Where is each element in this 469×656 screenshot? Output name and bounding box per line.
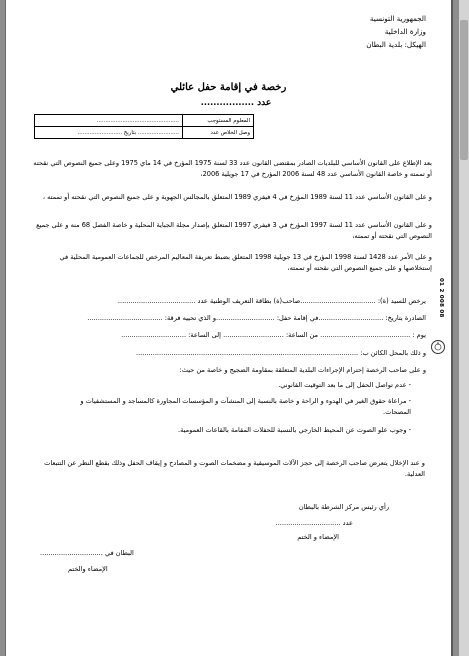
payment-reference-table xyxy=(34,114,254,139)
field-venue: و ذلك بالمحل الكائن ب: .......................................................................................................... xyxy=(135,349,426,357)
condition-item: - عدم تواصل الحفل إلى ما بعد التوقيت القانوني. xyxy=(278,381,411,389)
field-issue-date: الصادرة بتاريخ: ...............................في إقامة حفل: ............................و الذي تحييه فرقة: .................................... xyxy=(87,314,426,322)
header-block xyxy=(266,12,426,51)
fee-label: المعلوم المستوجب xyxy=(183,115,254,127)
mayor-signature: الإمضاء والختم xyxy=(68,565,108,573)
police-signature: الإمضاء و الختم xyxy=(297,533,339,541)
bullet-icon: - xyxy=(406,426,411,434)
receipt-value: ........................ بتاريخ .......................... xyxy=(35,127,183,139)
scrollbar-thumb[interactable] xyxy=(460,20,468,160)
closing-paragraph: و عند الإخلال يتعرض صاحب الرخصة إلى حجز الآلات الموسيقية و مضخمات الصوت و المصادح و إيقاف الحفل وذلك بقطع النظر عن التتبعات العدلية. xyxy=(44,459,425,479)
header-ministry: وزارة الداخلية xyxy=(384,27,426,36)
conditions-intro: و على صاحب الرخصة إحترام الإجراءات البلدية المتعلقة بمقاومة الضجيج و خاصة من حيث: xyxy=(179,366,426,374)
document-title: رخصة في إقامة حفل عائلي xyxy=(170,82,287,93)
police-opinion: رأي رئيس مركز الشرطة بالبطان xyxy=(298,503,389,511)
stamp-icon xyxy=(430,339,446,355)
mayor-date: البطان في .............................. xyxy=(40,549,134,557)
paragraph-local-tax: و على القانون الأساسي عدد 11 لسنة 1997 المؤرخ في 3 فيفري 1997 المتعلق بإصدار مجلة الجباية المحلية و خاصة الفصل 68 منه و على جميع النصوص التي نقحته أو تممته، xyxy=(36,221,432,241)
fee-value: ................................................ xyxy=(35,115,183,127)
condition-item: - مراعاة حقوق الغير في الهدوء و الراحة و خاصة بالنسبة إلى المنشآت و المؤسسات المجاورة كالمساجد و المستشفيات و المصحات. xyxy=(80,397,411,417)
header-republic: الجمهورية التونسية xyxy=(369,14,426,23)
form-code: 01 2 008 08 xyxy=(438,278,444,318)
field-grantee: يرخص للسيد (ة): ....................................صاحب(ة) بطاقة التعريف الوطنية عدد ..................................... xyxy=(117,297,426,305)
bullet-icon: - xyxy=(406,397,411,405)
table-row xyxy=(35,115,254,127)
police-number: عدد ............................... xyxy=(275,519,353,527)
condition-item: - وجوب علو الصوت عن المحيط الخارجي بالنسبة للحفلات المقامة بالقاعات العمومية. xyxy=(178,426,411,434)
paragraph-fees-decree: و على الأمر عدد 1428 لسنة 1998 المؤرخ في 13 جويلية 1998 المتعلق بضبط تعريفة المعاليم المرخص للجماعات العمومية المحلية في إستخلاصها و على جميع النصوص التي نقحته أو تممته، xyxy=(59,253,432,273)
field-day-time: يوم : ........................................... من الساعة: ............................. إلى الساعة: ............................... xyxy=(121,331,426,339)
paragraph-municipal-law: بعد الإطلاع على القانون الأساسي للبلديات الصادر بمقتضى القانون عدد 33 لسنة 1975 المؤرخ في 14 ماي 1975 وعلى جميع النصوص التي نقحته أو تممته و خاصة القانون الأساسي عدد 48 لسنة 2006 المؤرخ في 17 جويلية 2006، xyxy=(33,159,432,179)
document-number: عدد ................. xyxy=(200,98,272,108)
document-page xyxy=(6,0,451,656)
table-row xyxy=(35,127,254,139)
bullet-icon: - xyxy=(406,381,411,389)
header-municipality: الهيكل: بلدية البطان xyxy=(366,40,426,49)
paragraph-regional-councils: و على القانون الأساسي عدد 11 لسنة 1989 المؤرخ في 4 فيفري 1989 المتعلق بالمجالس الجهوية و على جميع النصوص التي نقحته أو تممته ، xyxy=(42,193,432,201)
vertical-scrollbar[interactable] xyxy=(459,0,469,656)
receipt-label: وصل الخلاص عدد xyxy=(183,127,254,139)
